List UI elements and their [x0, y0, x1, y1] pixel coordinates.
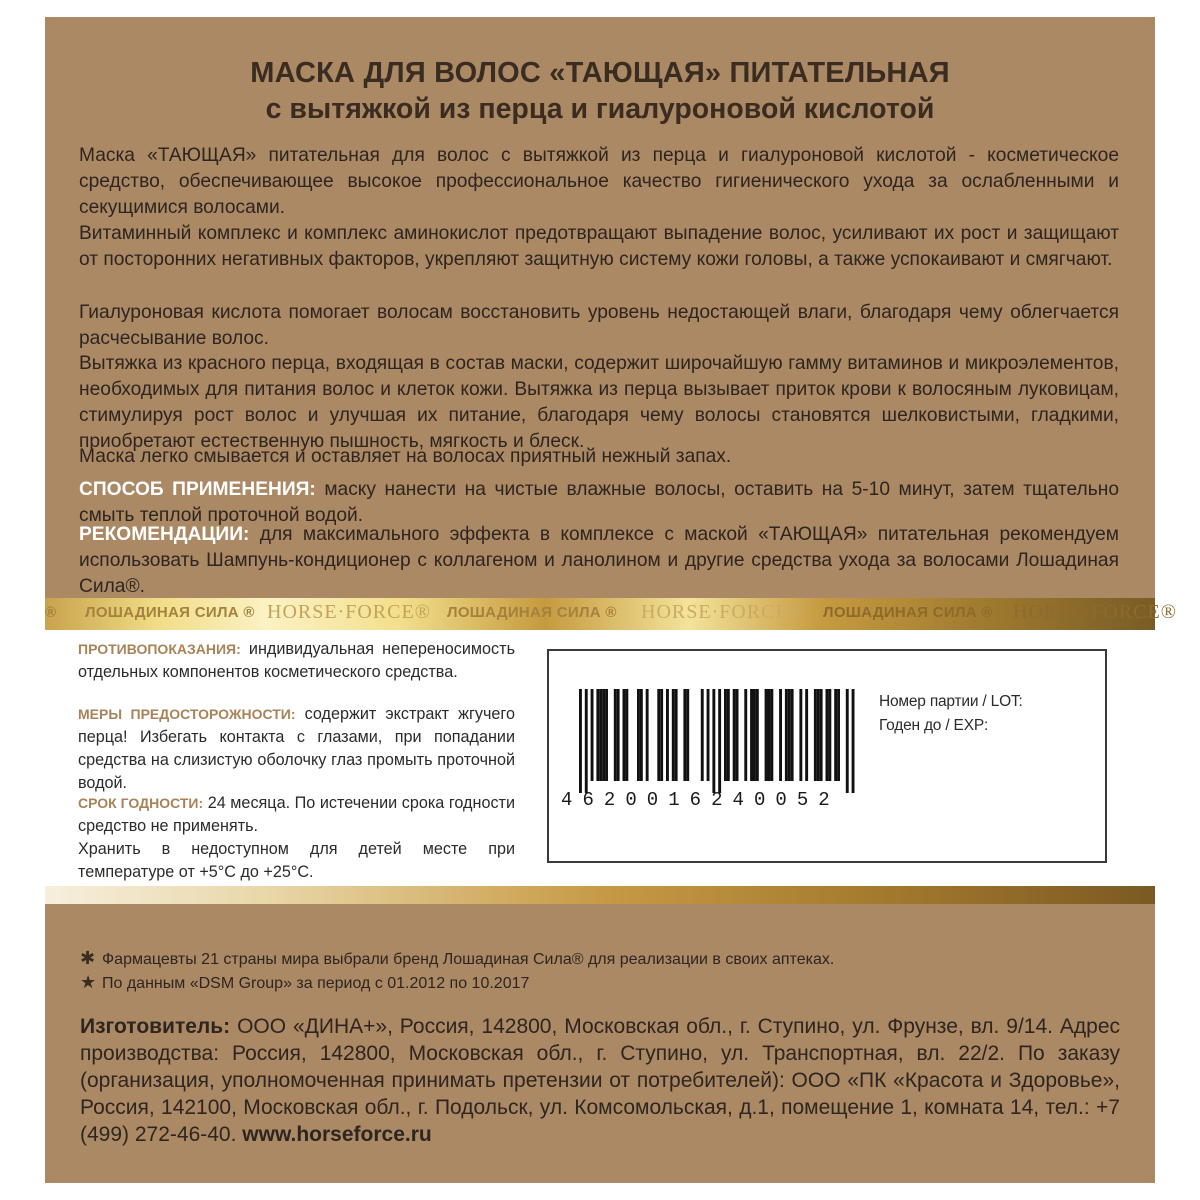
barcode-bar: [820, 689, 823, 781]
recommendations-label: РЕКОМЕНДАЦИИ:: [79, 524, 250, 545]
barcode-bar: [733, 689, 736, 781]
product-subtitle: с вытяжкой из перца и гиалуроновой кислотой: [265, 93, 935, 125]
asterisk-icon: ✱: [80, 948, 96, 968]
barcode-bar: [591, 689, 594, 781]
barcode-bar: [753, 689, 756, 781]
barcode-bar: [646, 689, 649, 781]
manufacturer-text: ООО «ДИНА+», Россия, 142800, Московская обл., г. Ступино, ул. Фрунзе, вл. 9/14. Адрес производства: Россия, 142800, Московская обл., г. Ступино, ул. Транспортная, вл. 22/2. По заказу (организация, уполномоченная принимать претензии от потребителей): ООО «ПК «Красота и Здоровье», Россия, 142100, Московская обл., г. Подольск, ул. Комсомольская, д.1, помещение 1, комната 14, тел.: +7 (499) 272-46-40.: [80, 1015, 1120, 1146]
barcode-bar: [846, 689, 849, 793]
barcode-bar: [750, 689, 753, 781]
brand-name-ru: ЛОШАДИНАЯ СИЛА ®: [823, 604, 993, 621]
barcode-bar: [799, 689, 802, 781]
website-link: www.horseforce.ru: [242, 1123, 432, 1146]
brand-name-en: HORSE·FORCE®: [1013, 601, 1177, 623]
barcode-bar: [614, 689, 617, 781]
recommendations-text: для максимального эффекта в комплексе с маской «ТАЮЩАЯ» питательная рекомендуем использовать Шампунь-кондиционер с коллагеном и ланолином и другие средства ухода за волосами Лошадиная Сила®.: [79, 524, 1119, 597]
brand-name-ru: ЛОШАДИНАЯ СИЛА ®: [447, 604, 617, 621]
barcode-bar: [718, 689, 721, 793]
contraindications-section: [78, 638, 515, 684]
recommendations-section: [79, 522, 1119, 600]
footnote-1: [80, 947, 834, 971]
brand-strip: [45, 598, 1177, 630]
barcode-bar: [660, 689, 663, 781]
star-icon: ★: [80, 972, 97, 992]
shelf-life-label: СРОК ГОДНОСТИ:: [78, 795, 204, 811]
barcode-bar: [768, 689, 771, 781]
barcode-bar: [817, 689, 820, 781]
precautions-label: МЕРЫ ПРЕДОСТОРОЖНОСТИ:: [78, 706, 296, 722]
barcode-bar: [834, 689, 837, 781]
barcode-bar: [852, 689, 855, 793]
barcode-bar: [683, 689, 686, 781]
usage-label: СПОСОБ ПРИМЕНЕНИЯ:: [79, 479, 316, 500]
description-paragraph-5: Маска легко смывается и оставляет на волосах приятный нежный запах.: [79, 446, 732, 467]
barcode-bar: [788, 689, 791, 781]
barcode-bar: [785, 689, 788, 781]
barcode-bar: [585, 689, 588, 793]
description-paragraph-4: Вытяжка из красного перца, входящая в состав маски, содержит широчайшую гамму витаминов и микроэлементов, необходимых для питания волос и клеток кожи. Вытяжка из перца вызывает приток крови к волосяным луковицам, стимулируя рост волос и улучшая их питание, благодаря чему волосы становятся шелковистыми, гладкими, приобретают естественную пышность, мягкость и блеск.: [79, 353, 1119, 452]
storage-text: Хранить в недоступном для детей месте при температуре от +5°С до +25°С.: [78, 840, 515, 881]
manufacturer-info: [80, 1013, 1120, 1148]
barcode-bar: [756, 689, 759, 781]
shelf-life-text: 24 месяца. По истечении срока годности средство не применять.: [78, 794, 515, 835]
barcode-bar: [657, 689, 660, 781]
barcode-bar: [596, 689, 599, 781]
shelf-life-section: [78, 792, 515, 838]
barcode-bar: [666, 689, 669, 781]
barcode-bar: [727, 689, 730, 781]
brand-name-en: HORSE·FORCE®: [641, 601, 805, 623]
barcode-bar: [579, 689, 582, 793]
contraindications-label: ПРОТИВОПОКАЗАНИЯ:: [78, 641, 241, 657]
barcode-bar: [828, 689, 831, 781]
description-paragraph-3: Гиалуроновая кислота помогает волосам восстановить уровень недостающей влаги, благодаря чему облегчается расчесывание волос.: [79, 302, 1119, 349]
barcode-box: [547, 649, 1107, 863]
barcode-bar: [779, 689, 782, 781]
product-title: МАСКА ДЛЯ ВОЛОС «ТАЮЩАЯ» ПИТАТЕЛЬНАЯ: [250, 57, 950, 89]
barcode-bar: [805, 689, 808, 781]
barcode-bar: [707, 689, 710, 781]
barcode-bar: [675, 689, 678, 781]
barcode-bar: [791, 689, 794, 781]
brand-name-ru: ЛОШАДИНАЯ СИЛА ®: [85, 604, 255, 621]
barcode-bar: [701, 689, 704, 781]
barcode-bar: [765, 689, 768, 781]
lot-label: Номер партии / LOT:: [879, 693, 1023, 710]
barcode-bar: [686, 689, 689, 781]
footnote-2: [80, 971, 529, 995]
barcode-bar: [623, 689, 626, 781]
manufacturer-label: Изготовитель:: [80, 1015, 231, 1038]
barcode-bar: [617, 689, 620, 781]
barcode-number: 4620016240052: [561, 789, 831, 811]
precautions-text: содержит экстракт жгучего перца! Избегать контакта с глазами, при попадании средства на слизистую оболочку глаз промыть проточной водой.: [78, 705, 515, 792]
description-paragraph-1: Маска «ТАЮЩАЯ» питательная для волос с вытяжкой из перца и гиалуроновой кислотой - косметическое средство, обеспечивающее высокое профессиональное качество гигиенического ухода за ослабленными и секущимися волосами.: [79, 145, 1119, 218]
footnote-2-text: По данным «DSM Group» за период с 01.2012 по 10.2017: [102, 975, 530, 992]
barcode-bar: [712, 689, 715, 793]
gold-divider: [45, 886, 1155, 904]
description-panel: [45, 17, 1155, 600]
contraindications-text: индивидуальная непереносимость отдельных компонентов косметического средства.: [78, 640, 515, 681]
barcode-bar: [724, 689, 727, 781]
description-paragraph-2: Витаминный комплекс и комплекс аминокислот предотвращают выпадение волос, усиливают их рост и защищают от посторонних негативных факторов, укрепляют защитную систему кожи головы, а также успокаивают и смягчают.: [79, 223, 1119, 270]
barcode-bar: [736, 689, 739, 781]
precautions-section: [78, 703, 515, 795]
barcode-bar: [837, 689, 840, 781]
barcode-bar: [605, 689, 608, 781]
barcode-bar: [637, 689, 640, 781]
barcode-image: [559, 689, 859, 809]
barcode-bar: [814, 689, 817, 781]
barcode-bar: [826, 689, 829, 781]
brand-reg-mark: ®: [45, 604, 57, 621]
barcode-bars: [579, 689, 855, 793]
barcode-bar: [599, 689, 602, 781]
exp-label: Годен до / EXP:: [879, 717, 989, 734]
brand-name-en: HORSE·FORCE®: [267, 601, 431, 623]
usage-text: маску нанести на чистые влажные волосы, оставить на 5-10 минут, затем тщательно смыть теплой проточной водой.: [79, 479, 1119, 526]
barcode-bar: [602, 689, 605, 781]
barcode-bar: [625, 689, 628, 781]
barcode-bar: [672, 689, 675, 781]
barcode-bar: [770, 689, 773, 781]
footnote-1-text: Фармацевты 21 страны мира выбрали бренд Лошадиная Сила® для реализации в своих аптеках.: [102, 951, 835, 968]
barcode-bar: [744, 689, 747, 781]
barcode-bar: [640, 689, 643, 781]
